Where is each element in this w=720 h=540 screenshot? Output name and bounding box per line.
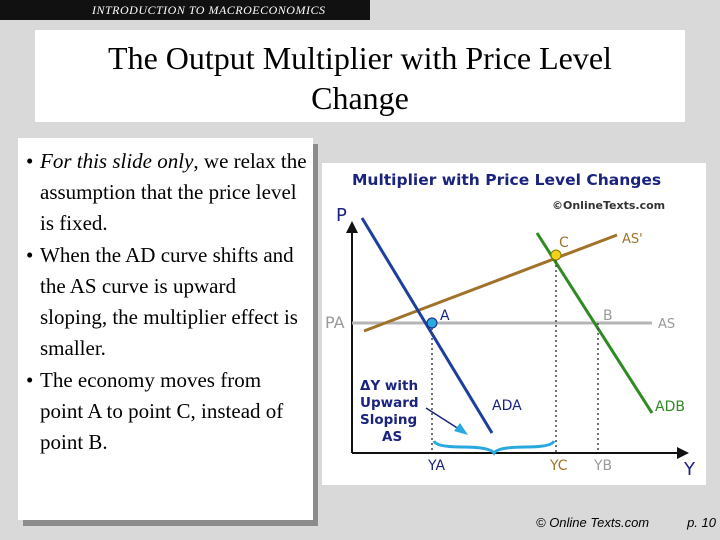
bullet-body: The economy moves from point A to point C, instead of point B. <box>40 368 284 454</box>
bullet-body: When the AD curve shifts and the AS curve is upward sloping, the multiplier effect is smaller. <box>40 243 298 360</box>
delta-y-brace <box>434 441 554 453</box>
as-label: AS <box>658 317 676 332</box>
x-tick-yb: YB <box>594 458 613 474</box>
y-axis-arrow <box>346 221 358 233</box>
x-tick-ya: YA <box>428 458 446 474</box>
bullet-item <box>26 365 307 458</box>
annotation-line2: Upward <box>360 395 419 411</box>
point-b-label: B <box>603 308 613 324</box>
chart-watermark: ©OnlineTexts.com <box>552 199 666 212</box>
chart-title: Multiplier with Price Level Changes <box>352 171 662 189</box>
course-header-bar <box>0 0 370 20</box>
bullet-item <box>26 146 307 239</box>
bullet-text <box>40 146 307 239</box>
point-c-label: C <box>559 235 569 251</box>
bullet-item <box>26 240 307 364</box>
ad-a-label: ADA <box>492 398 522 414</box>
multiplier-chart <box>322 163 706 485</box>
chart-panel <box>322 163 706 485</box>
annotation-arrowhead <box>454 423 468 435</box>
slide-title-line2: Change <box>311 80 409 116</box>
x-tick-yc: YC <box>550 458 568 474</box>
x-axis-label: Y <box>684 459 695 480</box>
page-number: p. 10 <box>687 515 716 530</box>
slide-title-line1: The Output Multiplier with Price Level <box>108 40 612 76</box>
as-prime-label: AS' <box>622 232 643 247</box>
annotation-line3: Sloping <box>360 412 418 428</box>
bullet-body: , we relax the assumption that the price level is fixed. <box>40 149 307 235</box>
point-c-marker <box>551 250 561 260</box>
x-axis-arrow <box>677 447 689 459</box>
ad-b-label: ADB <box>655 399 685 415</box>
annotation-line1: ΔY with <box>360 378 419 394</box>
slide-footer <box>536 515 716 537</box>
bullet-marker: • <box>26 149 34 173</box>
price-level-label: PA <box>325 313 345 332</box>
annotation-line4: AS <box>382 429 403 445</box>
slide-title-box <box>35 30 685 122</box>
bullet-marker: • <box>26 368 34 392</box>
bullet-italic-lead: For this slide only <box>40 149 194 173</box>
footer-copyright: © Online Texts.com <box>536 515 650 530</box>
course-label: INTRODUCTION TO MACROECONOMICS <box>92 2 326 17</box>
point-a-label: A <box>440 308 450 324</box>
bullet-marker: • <box>26 243 34 267</box>
bullet-list <box>18 138 313 520</box>
point-a-marker <box>427 318 437 328</box>
y-axis-label: P <box>336 205 347 226</box>
